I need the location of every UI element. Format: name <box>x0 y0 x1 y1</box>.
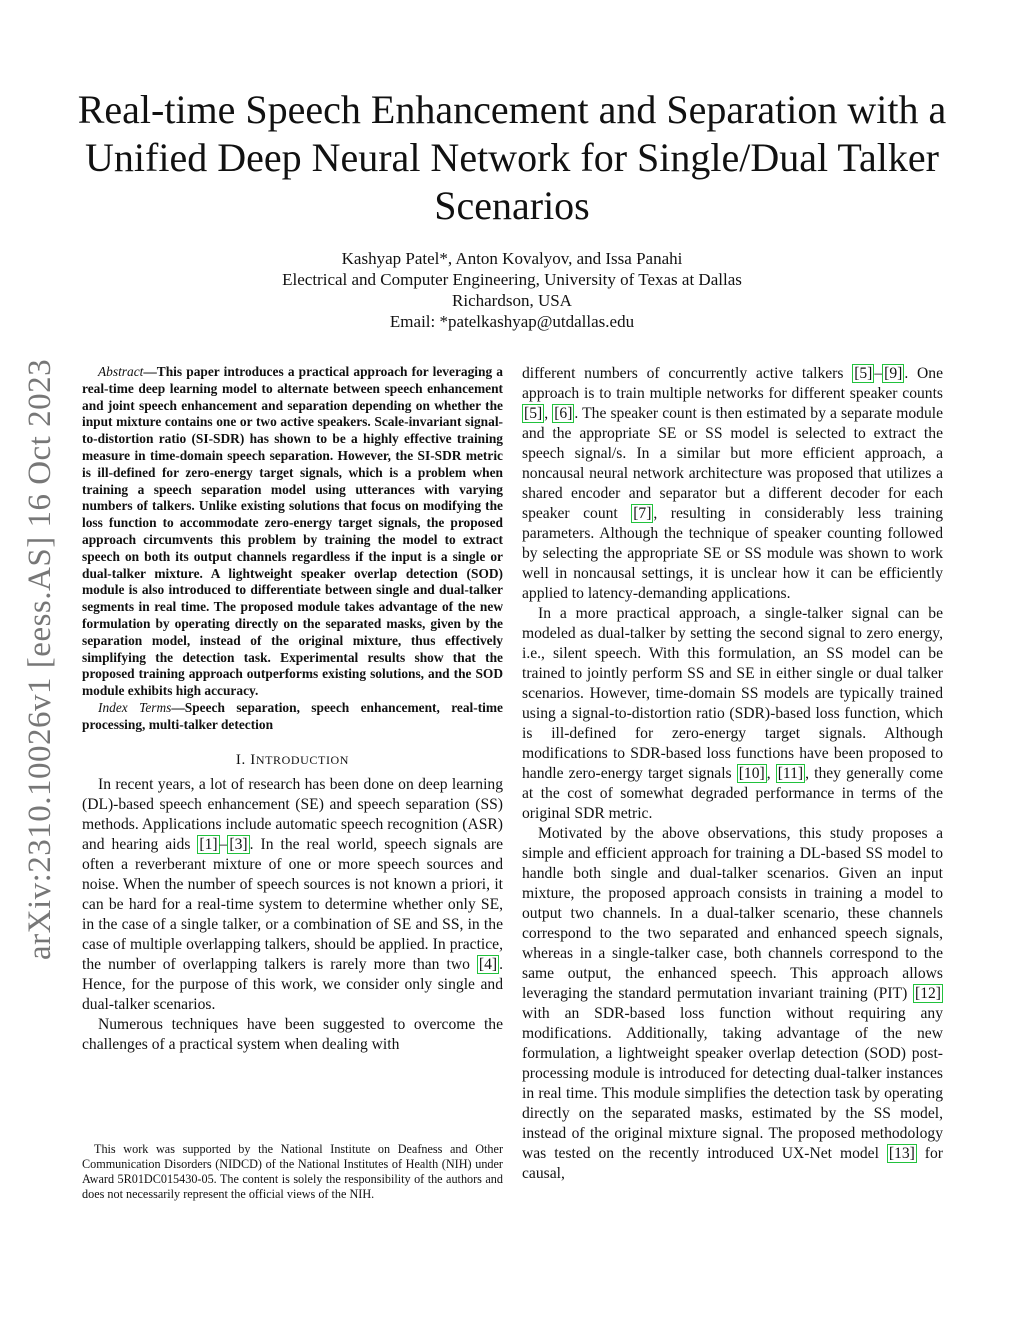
arxiv-identifier-stamp: arXiv:2310.10026v1 [eess.AS] 16 Oct 2023 <box>22 358 58 960</box>
index-terms-label: Index Terms <box>98 699 172 715</box>
section-title-rest: NTRODUCTION <box>255 752 350 767</box>
intro-paragraph-2: Numerous techniques have been suggested to overcome the challenges of a practical system when dealing with <box>82 1015 503 1053</box>
citation-link[interactable]: [4] <box>478 955 498 973</box>
text-run: , <box>544 405 553 422</box>
text-run: . The speaker count is then estimated by a separate module and the appropriate SE or SS model is selected to extract the speech signal/s. In a similar but more efficient approach, a noncausal neural network architecture was proposed that utilizes a shared encoder and separator but a different decoder for each speaker count <box>522 405 943 522</box>
footnote: This work was supported by the National Institute on Deafness and Other Communication Disorders (NIDCD) of the National Institutes of Health (NIH) under Award 5R01DC015430-05. The content is solely the responsibility of the authors and does not necessarily represent the official views of the NIH. <box>82 1142 503 1201</box>
abstract-text: —This paper introduces a practical approach for leveraging a real-time deep learning model to alternate between speech enhancement and joint speech enhancement and separation depending on whether the input mixture contains one or two active speakers. Scale-invariant signal-to-distortion ratio (SI-SDR) has shown to be a highly effective training measure in time-domain speech separation. However, the SI-SDR metric is ill-defined for zero-energy target signals, which is a problem when training a speech separation model using utterances with varying numbers of talkers. Unlike existing solutions that focus on modifying the loss function to accommodate zero-energy target signals, the proposed approach circumvents this problem by training the model to extract speech on both its output channels regardless if the input is a single or dual-talker mixture. A lightweight speaker overlap detection (SOD) module is also introduced to differentiate between single and dual-talker segments in real time. The proposed module takes advantage of the new formulation by operating directly on the separated masks, given by the separation model, instead of the original mixture, thus effectively simplifying the detection task. Experimental results show that the proposed training approach outperforms existing solutions, and the SOD module exhibits high accuracy. <box>82 364 503 699</box>
author-email: Email: *patelkashyap@utdallas.edu <box>389 312 635 331</box>
text-run: . In the real world, speech signals are often a reverberant mixture of one or more speech sources and noise. When the number of speech sources is not known a priori, it can be hard for a real-time system to determine whether only SE, in the case of a single talker, or a combination of SE and SS, in the case of multiple overlapping talkers, should be applied. In practice, the number of overlapping talkers is rarely more than two <box>82 835 504 973</box>
section-numeral: I. <box>235 751 251 768</box>
text-run: . One approach is to train multiple networks for different speaker counts <box>522 365 943 402</box>
text-run: for causal, <box>522 1145 943 1182</box>
text-run: with an SDR-based loss function without requiring any modifications. Additionally, taking advantage of the new formulation, a lightweight speaker overlap detection (SOD) post-processing module is introduced for detecting dual-talker instances in real time. This module simplifies the detection task by operating directly on the separated masks, estimated by the SS model, instead of the original mixture signal. The proposed methodology was tested on the recently introduced UX-Net model <box>522 1005 943 1162</box>
citation-link[interactable]: [13] <box>888 1145 915 1162</box>
text-run: – <box>874 365 883 382</box>
citation-link[interactable]: [1] <box>199 835 218 853</box>
index-terms <box>82 700 503 734</box>
citation-link[interactable]: [11] <box>777 765 804 782</box>
text-run: In recent years, a lot of research has been done on deep learning (DL)-based speech enhancement (SE) and speech separation (SS) methods. Applications include automatic speech recognition (ASR) and hearing aids <box>82 775 503 853</box>
citation-link[interactable]: [10] <box>738 765 765 782</box>
author-names: Kashyap Patel*, Anton Kovalyov, and Issa Panahi <box>341 249 683 268</box>
citation-link[interactable]: [3] <box>229 835 248 853</box>
abstract <box>82 364 503 700</box>
right-paragraph-2 <box>522 604 943 824</box>
text-run: In a more practical approach, a single-talker signal can be modeled as dual-talker by setting the second signal to zero energy, i.e., silent speech. With this formulation, an SS model can be trained to jointly perform SS and SE in either single or dual talker scenarios. However, time-domain SS models are typically trained using a signal-to-distortion ratio (SDR)-based loss function, which is ill-defined for zero-energy target signals. Although modifications to SDR-based loss functions have been proposed to handle zero-energy target signals <box>522 605 943 782</box>
right-paragraph-3 <box>522 824 943 1184</box>
citation-link[interactable]: [6] <box>554 405 573 422</box>
text-run: , resulting in considerably less training parameters. Although the technique of speaker counting followed by selecting the appropriate SE or SS module was shown to work well in noncausal settings, it is unclear how it can be efficiently applied to latency-demanding applications. <box>522 505 943 602</box>
paper-title: Real-time Speech Enhancement and Separation with a Unified Deep Neural Network for Single/Dual Talker Scenarios <box>77 87 947 228</box>
right-column <box>522 364 943 1184</box>
citation-link[interactable]: [5] <box>524 405 543 422</box>
section-heading <box>82 750 503 770</box>
citation-link[interactable]: [7] <box>633 505 652 522</box>
author-affiliation: Electrical and Computer Engineering, University of Texas at Dallas <box>282 270 742 289</box>
intro-paragraph-1 <box>82 775 503 1015</box>
section-first-letter: I <box>250 751 256 768</box>
author-location: Richardson, USA <box>452 291 572 310</box>
text-run: Motivated by the above observations, this study proposes a simple and efficient approach for training a DL-based SS model to handle both single and dual-talker scenarios. Given an input mixture, the proposed approach consists in training a model to output two channels. In a dual-talker scenario, these channels correspond to the two separated and enhanced speech signals, whereas in a single-talker case, both channels correspond to the same output, the enhanced speech. This approach allows leveraging the standard permutation invariant training (PIT) <box>522 825 943 1002</box>
text-run: , <box>766 765 776 782</box>
citation-link[interactable]: [12] <box>915 985 941 1002</box>
index-terms-text: —Speech separation, speech enhancement, real-time processing, multi-talker detection <box>82 699 503 732</box>
citation-link[interactable]: [9] <box>884 365 903 382</box>
text-run: different numbers of concurrently active talkers <box>522 365 853 382</box>
abstract-label: Abstract <box>98 364 144 379</box>
text-run: , they generally come at the cost of somewhat degraded performance in terms of the original SDR metric. <box>522 765 943 822</box>
right-paragraph-1 <box>522 364 943 604</box>
text-run: . Hence, for the purpose of this work, we consider only single and dual-talker scenarios. <box>82 955 503 1013</box>
left-column <box>82 364 503 1055</box>
author-block <box>0 248 1024 332</box>
text-run: – <box>219 835 228 853</box>
citation-link[interactable]: [5] <box>854 365 873 382</box>
